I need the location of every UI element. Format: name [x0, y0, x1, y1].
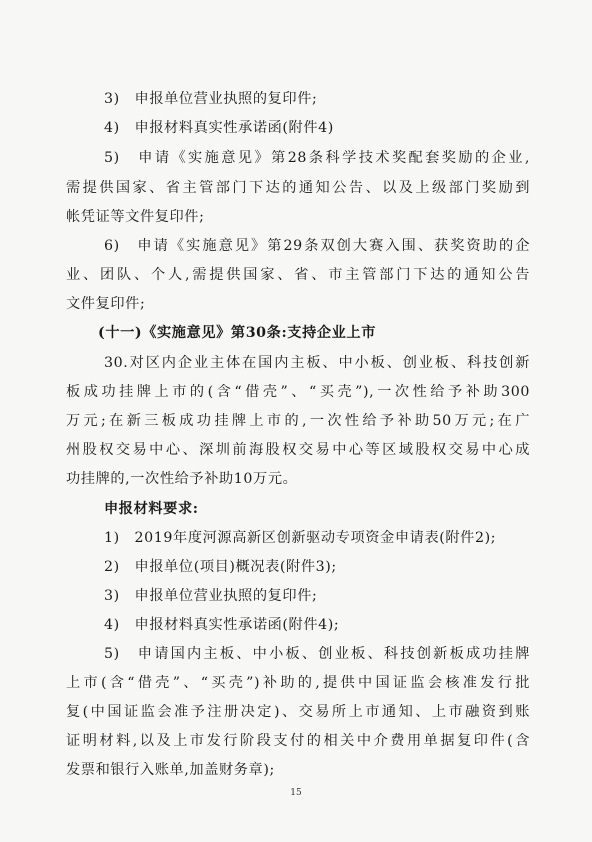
- requirement-item-2: 2) 申报单位(项目)概况表(附件3);: [104, 559, 337, 575]
- paragraph-line-4: 州股权交易中心、深圳前海股权交易中心等区域股权交易中心成: [66, 442, 530, 458]
- requirement-item-5-line-5: 发票和银行入账单,加盖财务章);: [66, 762, 275, 778]
- list-item-commitment-letter-1: 4) 申报材料真实性承诺函(附件4): [104, 120, 334, 136]
- requirement-item-5-line-3: 复(中国证监会准予注册决定)、交易所上市通知、上市融资到账: [66, 704, 530, 720]
- requirement-item-5-line-4: 证明材料,以及上市发行阶段支付的相关中介费用单据复印件(含: [66, 733, 530, 749]
- section-heading: (十一)《实施意见》第30条:支持企业上市: [98, 325, 377, 341]
- list-item-business-license-1: 3) 申报单位营业执照的复印件;: [104, 91, 318, 107]
- paragraph-line-3: 万元;在新三板成功挂牌上市的,一次性给予补助50万元;在广: [66, 413, 530, 429]
- requirement-item-5-line-1: 5) 申请国内主板、中小板、创业板、科技创新板成功挂牌: [104, 646, 530, 662]
- list-item-5-line-3: 帐凭证等文件复印件;: [66, 209, 205, 225]
- paragraph-line-5: 功挂牌的,一次性给予补助10万元。: [66, 471, 298, 487]
- requirements-heading: 申报材料要求:: [104, 501, 199, 517]
- page-number: 15: [290, 788, 302, 798]
- list-item-5-line-1: 5) 申请《实施意见》第28条科学技术奖配套奖励的企业,: [104, 150, 530, 166]
- paragraph-line-2: 板成功挂牌上市的(含“借壳”、“买壳”),一次性给予补助300: [66, 384, 530, 400]
- list-item-6-line-2: 业、团队、个人,需提供国家、省、市主管部门下达的通知公告: [66, 267, 530, 283]
- requirement-item-5-line-2: 上市(含“借壳”、“买壳”)补助的,提供中国证监会核准发行批: [66, 675, 530, 691]
- list-item-5-line-2: 需提供国家、省主管部门下达的通知公告、以及上级部门奖励到: [66, 180, 530, 196]
- list-item-6-line-1: 6) 申请《实施意见》第29条双创大赛入围、获奖资助的企: [104, 238, 530, 254]
- requirement-item-1: 1) 2019年度河源高新区创新驱动专项资金申请表(附件2);: [104, 530, 497, 546]
- requirement-item-4: 4) 申报材料真实性承诺函(附件4);: [104, 617, 340, 633]
- requirement-item-3: 3) 申报单位营业执照的复印件;: [104, 588, 318, 604]
- list-item-6-line-3: 文件复印件;: [66, 296, 146, 312]
- paragraph-line-1: 30.对区内企业主体在国内主板、中小板、创业板、科技创新: [104, 355, 530, 371]
